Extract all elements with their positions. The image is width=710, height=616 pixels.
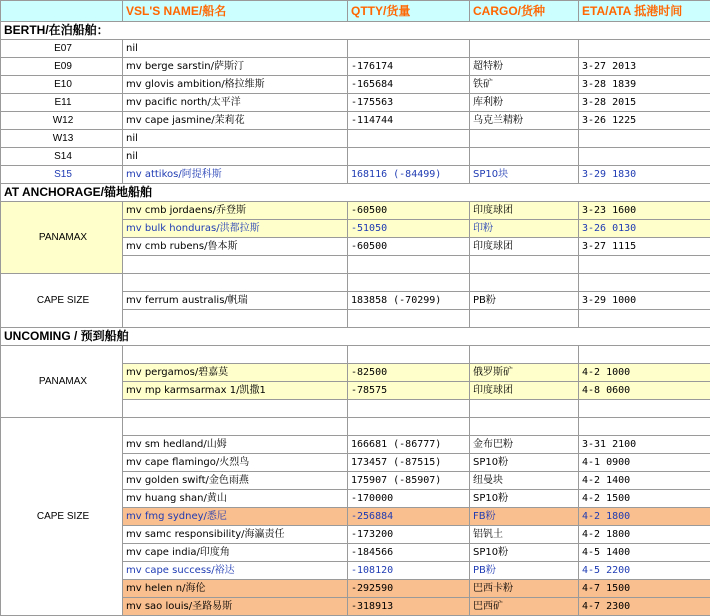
- vessel-cell[interactable]: mv bulk honduras/洪都拉斯: [123, 220, 348, 238]
- vessel-cell[interactable]: mv glovis ambition/格拉维斯: [123, 76, 348, 94]
- berth-row: [1, 166, 710, 184]
- eta-cell[interactable]: 3-28 1839: [579, 76, 710, 94]
- empty-cell[interactable]: [123, 400, 348, 418]
- cargo-cell[interactable]: [470, 148, 579, 166]
- vessel-cell[interactable]: mv cape jasmine/茉莉花: [123, 112, 348, 130]
- berth-section-title: [1, 22, 710, 40]
- anchorage-section-title: [1, 184, 710, 202]
- eta-cell[interactable]: 4-2 1500: [579, 490, 710, 508]
- vessel-cell[interactable]: mv pacific north/太平洋: [123, 94, 348, 112]
- eta-cell[interactable]: 3-28 2015: [579, 94, 710, 112]
- berth-row: [1, 112, 710, 130]
- eta-cell[interactable]: 4-7 1500: [579, 580, 710, 598]
- vessel-cell[interactable]: mv huang shan/黄山: [123, 490, 348, 508]
- empty-cell[interactable]: [348, 256, 470, 274]
- berth-cell[interactable]: S14: [1, 148, 123, 166]
- berth-cell[interactable]: E07: [1, 40, 123, 58]
- vessel-cell[interactable]: mv berge sarstin/萨斯汀: [123, 58, 348, 76]
- vessel-cell[interactable]: mv cape success/裕达: [123, 562, 348, 580]
- cargo-cell[interactable]: 金布巴粉: [470, 436, 579, 454]
- vessel-cell[interactable]: mv sao louis/圣路易斯: [123, 598, 348, 616]
- berth-cell[interactable]: E11: [1, 94, 123, 112]
- vessel-cell[interactable]: mv pergamos/碧嘉莫: [123, 364, 348, 382]
- cargo-cell[interactable]: [470, 40, 579, 58]
- empty-cell[interactable]: [123, 310, 348, 328]
- empty-cell[interactable]: [123, 274, 348, 292]
- empty-cell[interactable]: [579, 346, 710, 364]
- eta-cell[interactable]: 4-2 1400: [579, 472, 710, 490]
- vessel-cell[interactable]: nil: [123, 130, 348, 148]
- eta-cell[interactable]: [579, 130, 710, 148]
- quantity-cell[interactable]: -114744: [348, 112, 470, 130]
- cargo-cell[interactable]: 印度球团: [470, 202, 579, 220]
- cargo-cell[interactable]: SP10粉: [470, 490, 579, 508]
- cargo-cell[interactable]: SP10粉: [470, 544, 579, 562]
- incoming-section-title: [1, 328, 710, 346]
- eta-cell[interactable]: 4-8 0600: [579, 382, 710, 400]
- cargo-cell[interactable]: PB粉: [470, 562, 579, 580]
- panamax-group-label[interactable]: PANAMAX: [1, 202, 123, 274]
- empty-cell[interactable]: [579, 400, 710, 418]
- eta-cell[interactable]: 3-27 2013: [579, 58, 710, 76]
- vessel-cell[interactable]: mv attikos/阿提科斯: [123, 166, 348, 184]
- quantity-cell[interactable]: -60500: [348, 202, 470, 220]
- berth-cell[interactable]: W12: [1, 112, 123, 130]
- empty-cell[interactable]: [123, 256, 348, 274]
- quantity-cell[interactable]: -175563: [348, 94, 470, 112]
- header-vessel-name[interactable]: VSL'S NAME/船名: [123, 1, 348, 22]
- quantity-cell[interactable]: [348, 40, 470, 58]
- panamax-group-label[interactable]: PANAMAX: [1, 346, 123, 418]
- cargo-cell[interactable]: 乌克兰精粉: [470, 112, 579, 130]
- empty-cell[interactable]: [470, 418, 579, 436]
- header-row: [1, 1, 710, 22]
- quantity-cell[interactable]: 173457 (-87515): [348, 454, 470, 472]
- berth-cell[interactable]: W13: [1, 130, 123, 148]
- quantity-cell[interactable]: -78575: [348, 382, 470, 400]
- quantity-cell[interactable]: -256884: [348, 508, 470, 526]
- eta-cell[interactable]: 4-5 1400: [579, 544, 710, 562]
- cargo-cell[interactable]: 铝钒土: [470, 526, 579, 544]
- cargo-cell[interactable]: 印粉: [470, 220, 579, 238]
- empty-cell[interactable]: [470, 400, 579, 418]
- quantity-cell[interactable]: [348, 130, 470, 148]
- empty-cell[interactable]: [123, 418, 348, 436]
- cargo-cell[interactable]: PB粉: [470, 292, 579, 310]
- empty-cell[interactable]: [123, 346, 348, 364]
- berth-cell[interactable]: E10: [1, 76, 123, 94]
- vessel-cell[interactable]: nil: [123, 148, 348, 166]
- eta-cell[interactable]: 4-7 2300: [579, 598, 710, 616]
- vessel-cell[interactable]: mv ferrum australis/帆瑞: [123, 292, 348, 310]
- quantity-cell[interactable]: -176174: [348, 58, 470, 76]
- vessel-cell[interactable]: mv mp karmsarmax 1/凯撒1: [123, 382, 348, 400]
- empty-cell[interactable]: [348, 310, 470, 328]
- eta-cell[interactable]: 4-5 2200: [579, 562, 710, 580]
- quantity-cell[interactable]: 183858 (-70299): [348, 292, 470, 310]
- vessel-cell[interactable]: mv cmb jordaens/乔登斯: [123, 202, 348, 220]
- eta-cell[interactable]: 3-29 1000: [579, 292, 710, 310]
- cape-size-group-label[interactable]: CAPE SIZE: [1, 274, 123, 328]
- empty-cell[interactable]: [579, 310, 710, 328]
- section-title[interactable]: UNCOMING / 预到船舶: [1, 328, 710, 346]
- berth-row: [1, 148, 710, 166]
- section-title[interactable]: AT ANCHORAGE/锚地船舶: [1, 184, 710, 202]
- empty-cell[interactable]: [470, 274, 579, 292]
- cargo-cell[interactable]: 印度球团: [470, 238, 579, 256]
- quantity-cell[interactable]: -318913: [348, 598, 470, 616]
- empty-cell[interactable]: [579, 274, 710, 292]
- berth-row: [1, 58, 710, 76]
- quantity-cell[interactable]: -184566: [348, 544, 470, 562]
- cargo-cell[interactable]: 俄罗斯矿: [470, 364, 579, 382]
- header-eta[interactable]: ETA/ATA 抵港时间: [579, 1, 710, 22]
- quantity-cell[interactable]: -108120: [348, 562, 470, 580]
- quantity-cell[interactable]: 168116 (-84499): [348, 166, 470, 184]
- empty-cell[interactable]: [348, 400, 470, 418]
- eta-cell[interactable]: 3-29 1830: [579, 166, 710, 184]
- berth-cell[interactable]: E09: [1, 58, 123, 76]
- quantity-cell[interactable]: -82500: [348, 364, 470, 382]
- eta-cell[interactable]: 3-26 0130: [579, 220, 710, 238]
- spacer-row: [1, 346, 710, 364]
- berth-cell[interactable]: S15: [1, 166, 123, 184]
- quantity-cell[interactable]: -165684: [348, 76, 470, 94]
- empty-cell[interactable]: [348, 274, 470, 292]
- vessel-cell[interactable]: mv sm hedland/山姆: [123, 436, 348, 454]
- header-blank-cell[interactable]: [1, 1, 123, 22]
- berth-row: [1, 76, 710, 94]
- eta-cell[interactable]: 3-27 1115: [579, 238, 710, 256]
- empty-cell[interactable]: [348, 346, 470, 364]
- vessel-cell[interactable]: nil: [123, 40, 348, 58]
- eta-cell[interactable]: 3-31 2100: [579, 436, 710, 454]
- eta-cell[interactable]: [579, 40, 710, 58]
- cargo-cell[interactable]: 巴西矿: [470, 598, 579, 616]
- cargo-cell[interactable]: SP10块: [470, 166, 579, 184]
- cargo-cell[interactable]: 印度球团: [470, 382, 579, 400]
- header-cargo[interactable]: CARGO/货种: [470, 1, 579, 22]
- spacer-row: [1, 418, 710, 436]
- empty-cell[interactable]: [470, 310, 579, 328]
- anchorage-panamax-row: [1, 202, 710, 220]
- quantity-cell[interactable]: -60500: [348, 238, 470, 256]
- section-title[interactable]: BERTH/在泊船舶：: [1, 22, 710, 40]
- cargo-cell[interactable]: 库利粉: [470, 94, 579, 112]
- quantity-cell[interactable]: 175907 (-85907): [348, 472, 470, 490]
- vessel-cell[interactable]: mv cape flamingo/火烈鸟: [123, 454, 348, 472]
- vessel-cell[interactable]: mv cape india/印度角: [123, 544, 348, 562]
- cargo-cell[interactable]: FB粉: [470, 508, 579, 526]
- header-quantity[interactable]: QTTY/货量: [348, 1, 470, 22]
- quantity-cell[interactable]: -173200: [348, 526, 470, 544]
- quantity-cell[interactable]: -292590: [348, 580, 470, 598]
- spacer-row: [1, 274, 710, 292]
- eta-cell[interactable]: 4-2 1000: [579, 364, 710, 382]
- empty-cell[interactable]: [470, 346, 579, 364]
- empty-cell[interactable]: [470, 256, 579, 274]
- quantity-cell[interactable]: [348, 148, 470, 166]
- vessel-cell[interactable]: mv fmg sydney/悉尼: [123, 508, 348, 526]
- berth-row: [1, 94, 710, 112]
- vessel-cell[interactable]: mv samc responsibility/海瀛责任: [123, 526, 348, 544]
- eta-cell[interactable]: 3-26 1225: [579, 112, 710, 130]
- empty-cell[interactable]: [348, 418, 470, 436]
- eta-cell[interactable]: 3-23 1600: [579, 202, 710, 220]
- eta-cell[interactable]: 4-2 1800: [579, 508, 710, 526]
- vessel-cell[interactable]: mv helen n/海伦: [123, 580, 348, 598]
- berth-row: [1, 40, 710, 58]
- cargo-cell[interactable]: 纽曼块: [470, 472, 579, 490]
- eta-cell[interactable]: [579, 148, 710, 166]
- empty-cell[interactable]: [579, 256, 710, 274]
- cape-size-group-label[interactable]: CAPE SIZE: [1, 418, 123, 616]
- cargo-cell[interactable]: 超特粉: [470, 58, 579, 76]
- eta-cell[interactable]: 4-2 1800: [579, 526, 710, 544]
- quantity-cell[interactable]: -170000: [348, 490, 470, 508]
- cargo-cell[interactable]: 巴西卡粉: [470, 580, 579, 598]
- eta-cell[interactable]: 4-1 0900: [579, 454, 710, 472]
- berth-row: [1, 130, 710, 148]
- cargo-cell[interactable]: SP10粉: [470, 454, 579, 472]
- cargo-cell[interactable]: 铁矿: [470, 76, 579, 94]
- quantity-cell[interactable]: 166681 (-86777): [348, 436, 470, 454]
- vessel-cell[interactable]: mv golden swift/金色雨燕: [123, 472, 348, 490]
- quantity-cell[interactable]: -51050: [348, 220, 470, 238]
- cargo-cell[interactable]: [470, 130, 579, 148]
- vessel-cell[interactable]: mv cmb rubens/鲁本斯: [123, 238, 348, 256]
- empty-cell[interactable]: [579, 418, 710, 436]
